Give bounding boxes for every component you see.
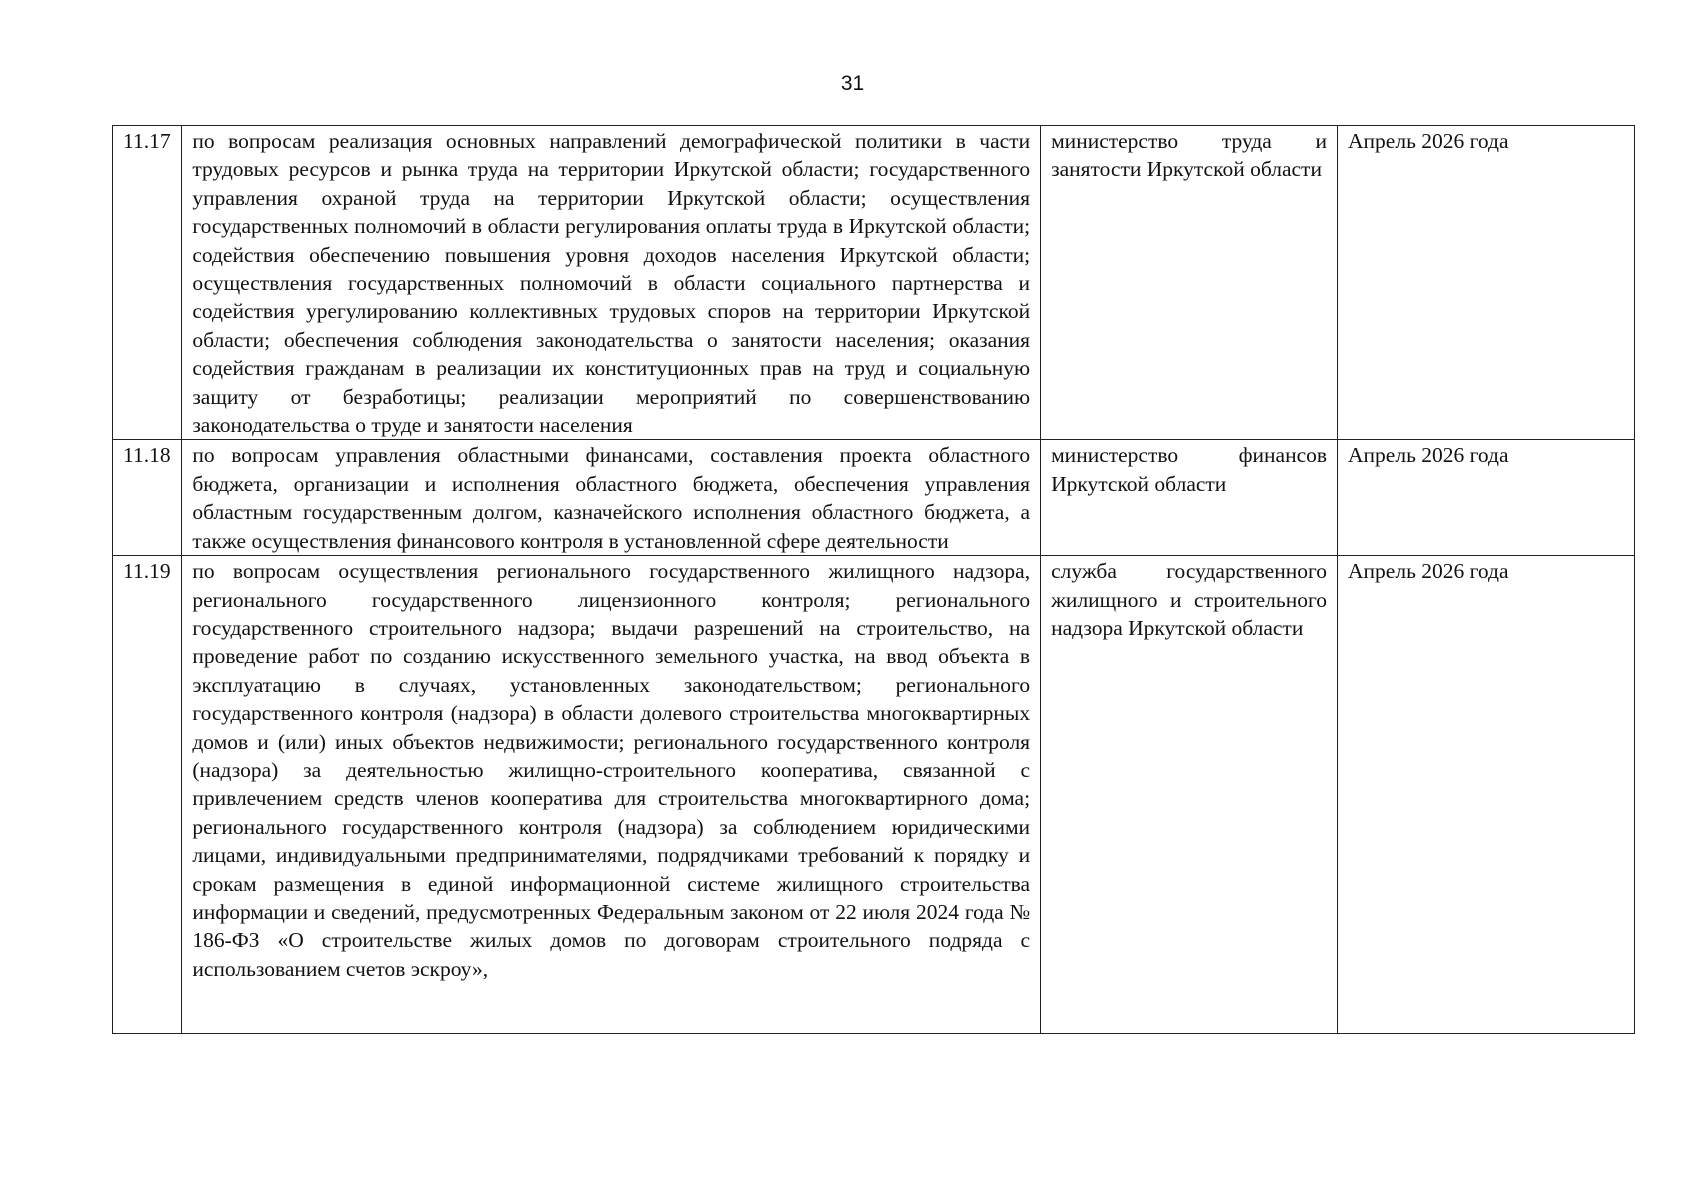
row-description-cell <box>182 556 1041 1034</box>
table-row <box>113 440 1635 556</box>
row-responsible: министерство труда и занятости Иркутской области <box>1041 126 1338 440</box>
row-deadline: Апрель 2026 года <box>1338 126 1635 440</box>
table-row <box>113 556 1635 1034</box>
row-description: по вопросам осуществления регионального государственного жилищного надзора, регионального государственного лицензионного контроля; регионального государственного строительного надзора; выдачи разрешений на строительство, на проведение работ по созданию искусственного земельного участка, на ввод объекта в эксплуатацию в случаях, установленных законодательством; регионального государственного контроля (надзора) в области долевого строительства многоквартирных домов и (или) иных объектов недвижимости; регионального государственного контроля (надзора) за деятельностью жилищно-строительного кооператива, связанной с привлечением средств членов кооператива для строительства многоквартирного дома; регионального государственного контроля (надзора) за соблюдением юридическими лицами, индивидуальными предпринимателями, подрядчиками требований к порядку и срокам размещения в единой информационной системе жилищного строительства информации и сведений, предусмотренных Федеральным законом от 22 июля 2024 года № 186-ФЗ «О строительстве жилых домов по договорам строительного подряда с использованием счетов эскроу», <box>192 559 1031 981</box>
row-number: 11.19 <box>113 556 182 1034</box>
row-description: по вопросам управления областными финансами, составления проекта областного бюджета, организации и исполнения областного бюджета, обеспечения управления областным государственным долгом, казначейского исполнения областного бюджета, а также осуществления финансового контроля в установленной сфере деятельности <box>182 440 1041 556</box>
row-responsible: служба государственного жилищного и строительного надзора Иркутской области <box>1041 556 1338 1034</box>
row-description: по вопросам реализация основных направлений демографической политики в части трудовых ресурсов и рынка труда на территории Иркутской области; государственного управления охраной труда на территории Иркутской области; осуществления государственных полномочий в области регулирования оплаты труда в Иркутской области; содействия обеспечению повышения уровня доходов населения Иркутской области; осуществления государственных полномочий в области социального партнерства и содействия урегулированию коллективных трудовых споров на территории Иркутской области; обеспечения соблюдения законодательства о занятости населения; оказания содействия гражданам в реализации их конституционных прав на труд и социальную защиту от безработицы; реализации мероприятий по совершенствованию законодательства о труде и занятости населения <box>182 126 1041 440</box>
row-responsible: министерство финансов Иркутской области <box>1041 440 1338 556</box>
row-deadline: Апрель 2026 года <box>1338 440 1635 556</box>
table-row <box>113 126 1635 440</box>
measures-table <box>112 125 1635 1034</box>
row-number: 11.17 <box>113 126 182 440</box>
row-deadline: Апрель 2026 года <box>1338 556 1635 1034</box>
page-number: 31 <box>840 72 865 95</box>
row-number: 11.18 <box>113 440 182 556</box>
